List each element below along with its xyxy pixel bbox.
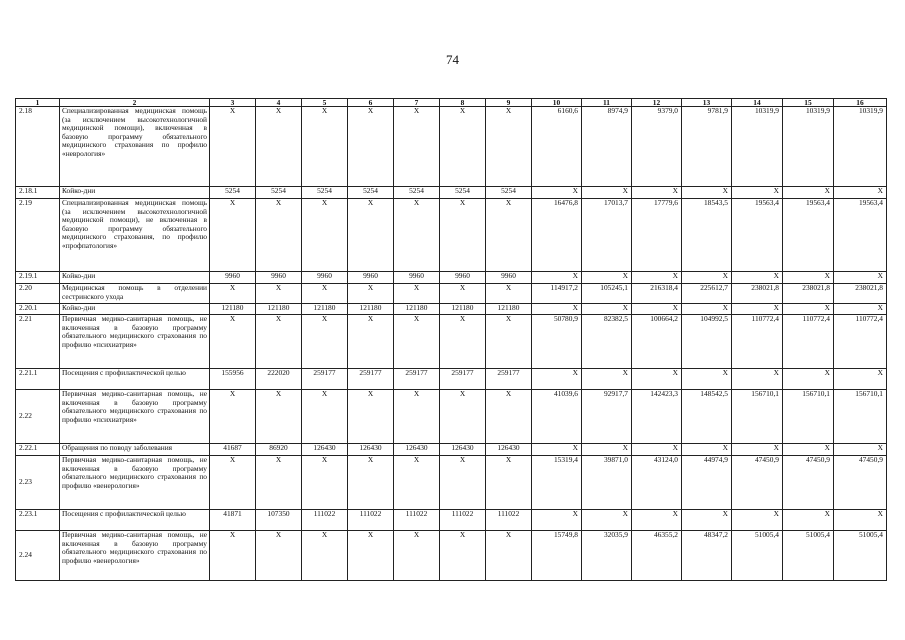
value-cell: X [348, 107, 394, 187]
value-cell: 19563,4 [834, 199, 887, 272]
table-row [16, 531, 887, 581]
value-cell: X [302, 456, 348, 510]
table-row [16, 304, 887, 315]
value-cell: 110772,4 [834, 315, 887, 369]
row-description-cell: Койко-дни [60, 187, 210, 199]
value-cell: 9960 [394, 272, 440, 284]
value-cell: X [732, 510, 783, 531]
row-description-cell: Первичная медико-санитарная помощь, не включенная в базовую программу обязательного медицинского страхования по профилю «психиатрия» [60, 390, 210, 444]
value-cell: X [834, 510, 887, 531]
value-cell: 51005,4 [783, 531, 834, 581]
value-cell: X [440, 315, 486, 369]
header-cell: 15 [783, 99, 834, 107]
value-cell: 5254 [256, 187, 302, 199]
value-cell: X [486, 107, 532, 187]
row-description-cell: Медицинская помощь в отделении сестринского ухода [60, 284, 210, 304]
value-cell: X [256, 107, 302, 187]
value-cell: X [394, 199, 440, 272]
header-cell: 14 [732, 99, 783, 107]
value-cell: 111022 [348, 510, 394, 531]
value-cell: X [348, 199, 394, 272]
value-cell: X [682, 444, 732, 456]
value-cell: X [732, 272, 783, 284]
table-row [16, 456, 887, 510]
value-cell: X [582, 369, 632, 390]
value-cell: 121180 [210, 304, 256, 315]
value-cell: X [256, 456, 302, 510]
value-cell: X [256, 315, 302, 369]
value-cell: 41871 [210, 510, 256, 531]
value-cell: 238021,8 [783, 284, 834, 304]
value-cell: X [834, 304, 887, 315]
value-cell: 121180 [348, 304, 394, 315]
header-cell: 12 [632, 99, 682, 107]
value-cell: 5254 [348, 187, 394, 199]
value-cell: X [256, 284, 302, 304]
row-index-cell: 2.21 [16, 315, 60, 369]
value-cell: 16476,8 [532, 199, 582, 272]
value-cell: 259177 [348, 369, 394, 390]
value-cell: X [532, 187, 582, 199]
header-cell: 6 [348, 99, 394, 107]
value-cell: 110772,4 [783, 315, 834, 369]
value-cell: X [783, 272, 834, 284]
value-cell: X [582, 444, 632, 456]
value-cell: 126430 [348, 444, 394, 456]
table-row [16, 444, 887, 456]
row-description-cell: Первичная медико-санитарная помощь, не включенная в базовую программу обязательного медицинского страхования по профилю «венерология» [60, 531, 210, 581]
table-row [16, 315, 887, 369]
value-cell: X [210, 456, 256, 510]
value-cell: 259177 [486, 369, 532, 390]
row-description-cell: Посещения с профилактической целью [60, 369, 210, 390]
value-cell: X [210, 531, 256, 581]
value-cell: 41039,6 [532, 390, 582, 444]
value-cell: X [632, 272, 682, 284]
value-cell: X [302, 199, 348, 272]
row-index-cell: 2.24 [16, 531, 60, 581]
value-cell: 5254 [486, 187, 532, 199]
value-cell: 15319,4 [532, 456, 582, 510]
value-cell: X [394, 315, 440, 369]
value-cell: 39871,0 [582, 456, 632, 510]
row-index-cell: 2.21.1 [16, 369, 60, 390]
row-description-cell: Первичная медико-санитарная помощь, не включенная в базовую программу обязательного медицинского страхования по профилю «психиатрия» [60, 315, 210, 369]
header-cell: 16 [834, 99, 887, 107]
value-cell: 15749,8 [532, 531, 582, 581]
value-cell: X [210, 199, 256, 272]
row-index-cell: 2.22 [16, 390, 60, 444]
value-cell: 216318,4 [632, 284, 682, 304]
value-cell: 51005,4 [732, 531, 783, 581]
value-cell: X [210, 315, 256, 369]
table-row [16, 510, 887, 531]
value-cell: 9379,0 [632, 107, 682, 187]
value-cell: 10319,9 [834, 107, 887, 187]
value-cell: 50780,9 [532, 315, 582, 369]
header-cell: 11 [582, 99, 632, 107]
value-cell: 148542,5 [682, 390, 732, 444]
value-cell: 9781,9 [682, 107, 732, 187]
value-cell: 121180 [394, 304, 440, 315]
value-cell: 82382,5 [582, 315, 632, 369]
value-cell: 126430 [486, 444, 532, 456]
value-cell: X [394, 107, 440, 187]
row-index-cell: 2.19.1 [16, 272, 60, 284]
value-cell: 156710,1 [834, 390, 887, 444]
value-cell: 155956 [210, 369, 256, 390]
value-cell: X [256, 531, 302, 581]
value-cell: X [582, 272, 632, 284]
value-cell: 5254 [210, 187, 256, 199]
value-cell: 114917,2 [532, 284, 582, 304]
value-cell: X [682, 510, 732, 531]
table-row [16, 369, 887, 390]
value-cell: 46355,2 [632, 531, 682, 581]
value-cell: 9960 [486, 272, 532, 284]
value-cell: X [632, 304, 682, 315]
value-cell: X [348, 315, 394, 369]
table-body [16, 107, 887, 581]
value-cell: 100664,2 [632, 315, 682, 369]
value-cell: X [348, 284, 394, 304]
value-cell: X [783, 187, 834, 199]
value-cell: 259177 [302, 369, 348, 390]
value-cell: X [210, 107, 256, 187]
value-cell: X [256, 390, 302, 444]
header-cell: 3 [210, 99, 256, 107]
row-description-cell: Койко-дни [60, 272, 210, 284]
value-cell: 5254 [302, 187, 348, 199]
value-cell: 6160,6 [532, 107, 582, 187]
row-index-cell: 2.18.1 [16, 187, 60, 199]
value-cell: X [532, 304, 582, 315]
value-cell: X [394, 531, 440, 581]
value-cell: X [532, 510, 582, 531]
value-cell: 32035,9 [582, 531, 632, 581]
row-description-cell: Койко-дни [60, 304, 210, 315]
value-cell: 19563,4 [732, 199, 783, 272]
table-row [16, 107, 887, 187]
value-cell: 10319,9 [732, 107, 783, 187]
value-cell: X [582, 304, 632, 315]
value-cell: X [486, 390, 532, 444]
value-cell: X [783, 444, 834, 456]
value-cell: X [210, 284, 256, 304]
value-cell: 111022 [486, 510, 532, 531]
value-cell: X [783, 369, 834, 390]
value-cell: X [834, 187, 887, 199]
value-cell: X [256, 199, 302, 272]
value-cell: X [532, 272, 582, 284]
row-description-cell: Обращения по поводу заболевания [60, 444, 210, 456]
value-cell: 259177 [394, 369, 440, 390]
value-cell: 121180 [486, 304, 532, 315]
value-cell: 41687 [210, 444, 256, 456]
value-cell: 121180 [440, 304, 486, 315]
value-cell: X [302, 390, 348, 444]
row-index-cell: 2.20 [16, 284, 60, 304]
value-cell: X [302, 315, 348, 369]
value-cell: X [348, 456, 394, 510]
value-cell: X [582, 510, 632, 531]
value-cell: X [302, 284, 348, 304]
value-cell: 225612,7 [682, 284, 732, 304]
value-cell: X [682, 272, 732, 284]
value-cell: X [834, 272, 887, 284]
value-cell: 48347,2 [682, 531, 732, 581]
value-cell: X [632, 444, 682, 456]
value-cell: X [682, 304, 732, 315]
header-cell: 13 [682, 99, 732, 107]
value-cell: 18543,5 [682, 199, 732, 272]
value-cell: X [783, 304, 834, 315]
table-row [16, 187, 887, 199]
value-cell: 5254 [440, 187, 486, 199]
value-cell: X [348, 531, 394, 581]
value-cell: X [834, 444, 887, 456]
value-cell: X [440, 199, 486, 272]
value-cell: 44974,9 [682, 456, 732, 510]
value-cell: 43124,0 [632, 456, 682, 510]
table-row [16, 199, 887, 272]
value-cell: 107350 [256, 510, 302, 531]
value-cell: X [632, 369, 682, 390]
value-cell: 86920 [256, 444, 302, 456]
value-cell: 111022 [440, 510, 486, 531]
value-cell: 9960 [440, 272, 486, 284]
value-cell: X [732, 369, 783, 390]
value-cell: 121180 [302, 304, 348, 315]
value-cell: 238021,8 [834, 284, 887, 304]
table-row [16, 272, 887, 284]
value-cell: 111022 [394, 510, 440, 531]
value-cell: 19563,4 [783, 199, 834, 272]
value-cell: X [682, 187, 732, 199]
value-cell: X [732, 444, 783, 456]
value-cell: X [394, 456, 440, 510]
value-cell: X [532, 444, 582, 456]
value-cell: X [440, 284, 486, 304]
value-cell: 222020 [256, 369, 302, 390]
value-cell: X [632, 187, 682, 199]
value-cell: 47450,9 [834, 456, 887, 510]
data-table [15, 98, 887, 581]
value-cell: 142423,3 [632, 390, 682, 444]
value-cell: X [394, 284, 440, 304]
header-cell: 9 [486, 99, 532, 107]
value-cell: X [532, 369, 582, 390]
row-index-cell: 2.23 [16, 456, 60, 510]
value-cell: X [302, 107, 348, 187]
value-cell: X [440, 107, 486, 187]
row-description-cell: Специализированная медицинская помощь (за исключением высокотехнологичной медицинской помощи), не включенная в базовую программу обязательного медицинского страхования, по профилю «профпатология» [60, 199, 210, 272]
header-row [16, 99, 887, 107]
value-cell: 17779,6 [632, 199, 682, 272]
value-cell: 9960 [302, 272, 348, 284]
value-cell: 121180 [256, 304, 302, 315]
value-cell: 111022 [302, 510, 348, 531]
row-description-cell: Первичная медико-санитарная помощь, не включенная в базовую программу обязательного медицинского страхования по профилю «венерология» [60, 456, 210, 510]
value-cell: X [348, 390, 394, 444]
row-index-cell: 2.22.1 [16, 444, 60, 456]
header-cell: 10 [532, 99, 582, 107]
page-number: 74 [446, 52, 459, 67]
value-cell: X [440, 456, 486, 510]
value-cell: 238021,8 [732, 284, 783, 304]
row-description-cell: Специализированная медицинская помощь (за исключением высокотехнологичной медицинской помощи), включенная в базовую программу обязательного медицинского страхования по профилю «неврология» [60, 107, 210, 187]
row-index-cell: 2.19 [16, 199, 60, 272]
value-cell: 126430 [394, 444, 440, 456]
value-cell: X [682, 369, 732, 390]
value-cell: X [486, 284, 532, 304]
value-cell: X [302, 531, 348, 581]
row-index-cell: 2.18 [16, 107, 60, 187]
value-cell: X [732, 187, 783, 199]
value-cell: X [394, 390, 440, 444]
value-cell: 17013,7 [582, 199, 632, 272]
value-cell: 9960 [348, 272, 394, 284]
value-cell: 5254 [394, 187, 440, 199]
header-cell: 2 [60, 99, 210, 107]
value-cell: 110772,4 [732, 315, 783, 369]
value-cell: 9960 [256, 272, 302, 284]
value-cell: X [632, 510, 682, 531]
value-cell: 126430 [302, 444, 348, 456]
value-cell: X [440, 531, 486, 581]
header-cell: 8 [440, 99, 486, 107]
header-cell: 5 [302, 99, 348, 107]
value-cell: 92917,7 [582, 390, 632, 444]
value-cell: 104992,5 [682, 315, 732, 369]
table-row [16, 284, 887, 304]
value-cell: X [582, 187, 632, 199]
value-cell: X [440, 390, 486, 444]
header-cell: 4 [256, 99, 302, 107]
value-cell: 47450,9 [732, 456, 783, 510]
row-index-cell: 2.23.1 [16, 510, 60, 531]
row-index-cell: 2.20.1 [16, 304, 60, 315]
row-description-cell: Посещения с профилактической целью [60, 510, 210, 531]
value-cell: X [486, 531, 532, 581]
header-cell: 7 [394, 99, 440, 107]
value-cell: 10319,9 [783, 107, 834, 187]
value-cell: X [486, 315, 532, 369]
value-cell: 156710,1 [732, 390, 783, 444]
value-cell: 51005,4 [834, 531, 887, 581]
value-cell: X [210, 390, 256, 444]
value-cell: X [834, 369, 887, 390]
value-cell: 8974,9 [582, 107, 632, 187]
value-cell: X [732, 304, 783, 315]
header-cell: 1 [16, 99, 60, 107]
table-row [16, 390, 887, 444]
value-cell: X [783, 510, 834, 531]
value-cell: 259177 [440, 369, 486, 390]
value-cell: X [486, 199, 532, 272]
value-cell: 156710,1 [783, 390, 834, 444]
value-cell: 9960 [210, 272, 256, 284]
value-cell: 126430 [440, 444, 486, 456]
value-cell: 47450,9 [783, 456, 834, 510]
value-cell: 105245,1 [582, 284, 632, 304]
value-cell: X [486, 456, 532, 510]
